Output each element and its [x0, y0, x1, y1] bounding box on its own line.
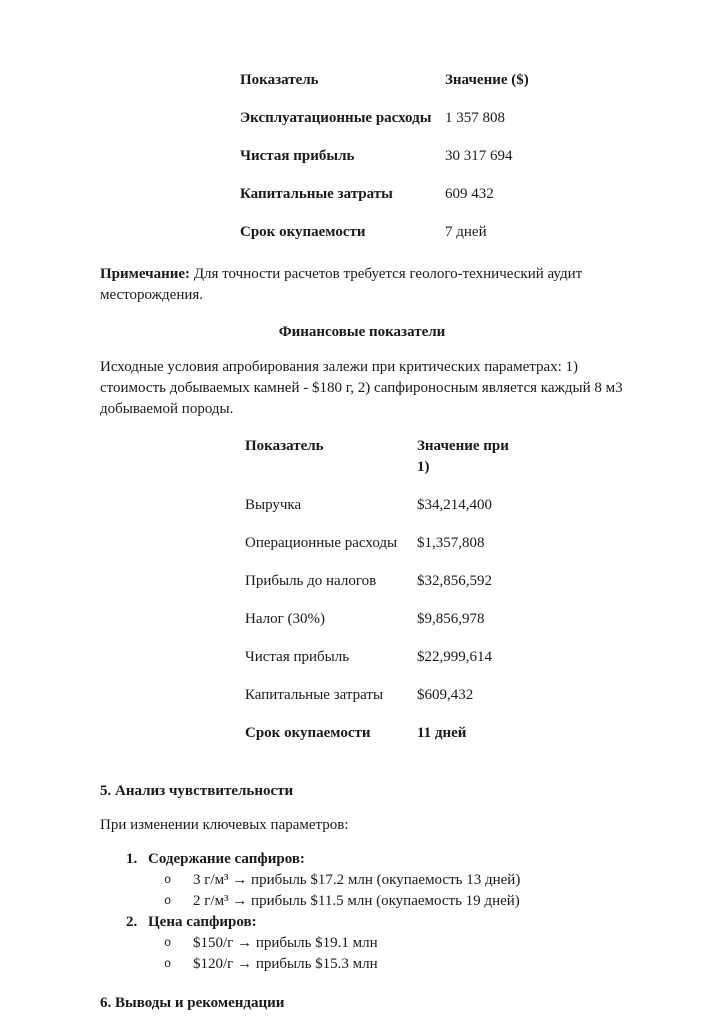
metric-value: 1 357 808: [445, 110, 505, 126]
table-row: [240, 222, 529, 260]
metric-value: $9,856,978: [417, 611, 485, 627]
list-subitem-text: $120/г → прибыль $15.3 млн: [193, 956, 378, 972]
column-header-metric: Показатель: [240, 72, 319, 88]
list-number: 1.: [126, 851, 138, 867]
metric-value: $22,999,614: [417, 649, 492, 665]
note-text: Для точности расчетов требуется геолого-технический аудит месторождения.: [100, 266, 583, 303]
metric-label: Операционные расходы: [245, 535, 398, 551]
table-row: [245, 571, 522, 609]
table-row: [245, 685, 522, 723]
list-subitem-text: 2 г/м³ → прибыль $11.5 млн (окупаемость 19 дней): [193, 893, 520, 909]
metric-value: 30 317 694: [445, 148, 513, 164]
metric-label: Капитальные затраты: [245, 687, 384, 703]
heading-conclusions: 6. Выводы и рекомендации: [100, 995, 285, 1011]
list-item-title: Цена сапфиров:: [148, 914, 257, 930]
list-subitem: [164, 870, 624, 891]
list-subitem: [164, 954, 624, 975]
table-row: [240, 184, 529, 222]
bullet-marker: o: [164, 894, 172, 908]
financial-summary-table: [240, 70, 529, 260]
bullet-marker: o: [164, 957, 172, 971]
list-item: [126, 849, 624, 870]
intro-paragraph: Исходные условия апробирования залежи при критических параметрах: 1) стоимость добываемых камней - $180 г, 2) сапфироносным является каждый 8 м3 добываемой породы.: [100, 359, 623, 417]
note-label: Примечание:: [100, 266, 191, 282]
metric-label: Налог (30%): [245, 611, 325, 627]
list-subitem: [164, 933, 624, 954]
sensitivity-intro-paragraph: При изменении ключевых параметров:: [100, 817, 349, 833]
metric-value: $34,214,400: [417, 497, 492, 513]
metric-value: 7 дней: [445, 224, 487, 240]
metric-label: Прибыль до налогов: [245, 573, 377, 589]
list-subitem-text: $150/г → прибыль $19.1 млн: [193, 935, 378, 951]
table-header-row: [245, 436, 522, 495]
table-row: [240, 108, 529, 146]
metric-value: $1,357,808: [417, 535, 485, 551]
table-header-row: [240, 70, 529, 108]
bullet-marker: o: [164, 936, 172, 950]
metric-label: Капитальные затраты: [240, 186, 393, 202]
column-header-metric: Показатель: [245, 438, 324, 454]
column-header-value: Значение ($): [445, 72, 529, 88]
table-row: [245, 495, 522, 533]
note-paragraph: [100, 264, 624, 306]
table-row-total: [245, 723, 522, 761]
bullet-marker: o: [164, 873, 172, 887]
metric-label: Эксплуатационные расходы: [240, 110, 432, 126]
metric-value: 11 дней: [417, 725, 467, 741]
table-row: [245, 609, 522, 647]
heading-sensitivity-analysis: 5. Анализ чувствительности: [100, 783, 294, 799]
list-number: 2.: [126, 914, 138, 930]
metric-label: Выручка: [245, 497, 302, 513]
section-heading-financial-indicators: Финансовые показатели: [278, 324, 446, 340]
metric-value: 609 432: [445, 186, 494, 202]
metric-label: Чистая прибыль: [240, 148, 355, 164]
metric-value: $32,856,592: [417, 573, 492, 589]
metric-value: $609,432: [417, 687, 474, 703]
financial-indicators-table: [245, 436, 522, 761]
column-header-value: Значение при 1): [417, 438, 509, 475]
list-item: [126, 912, 624, 933]
metric-label: Чистая прибыль: [245, 649, 350, 665]
metric-label: Срок окупаемости: [245, 725, 371, 741]
list-subitem: [164, 891, 624, 912]
list-item-title: Содержание сапфиров:: [148, 851, 305, 867]
table-row: [245, 533, 522, 571]
list-subitem-text: 3 г/м³ → прибыль $17.2 млн (окупаемость 13 дней): [193, 872, 521, 888]
table-row: [240, 146, 529, 184]
table-row: [245, 647, 522, 685]
sensitivity-list: [100, 849, 624, 975]
metric-label: Срок окупаемости: [240, 224, 366, 240]
